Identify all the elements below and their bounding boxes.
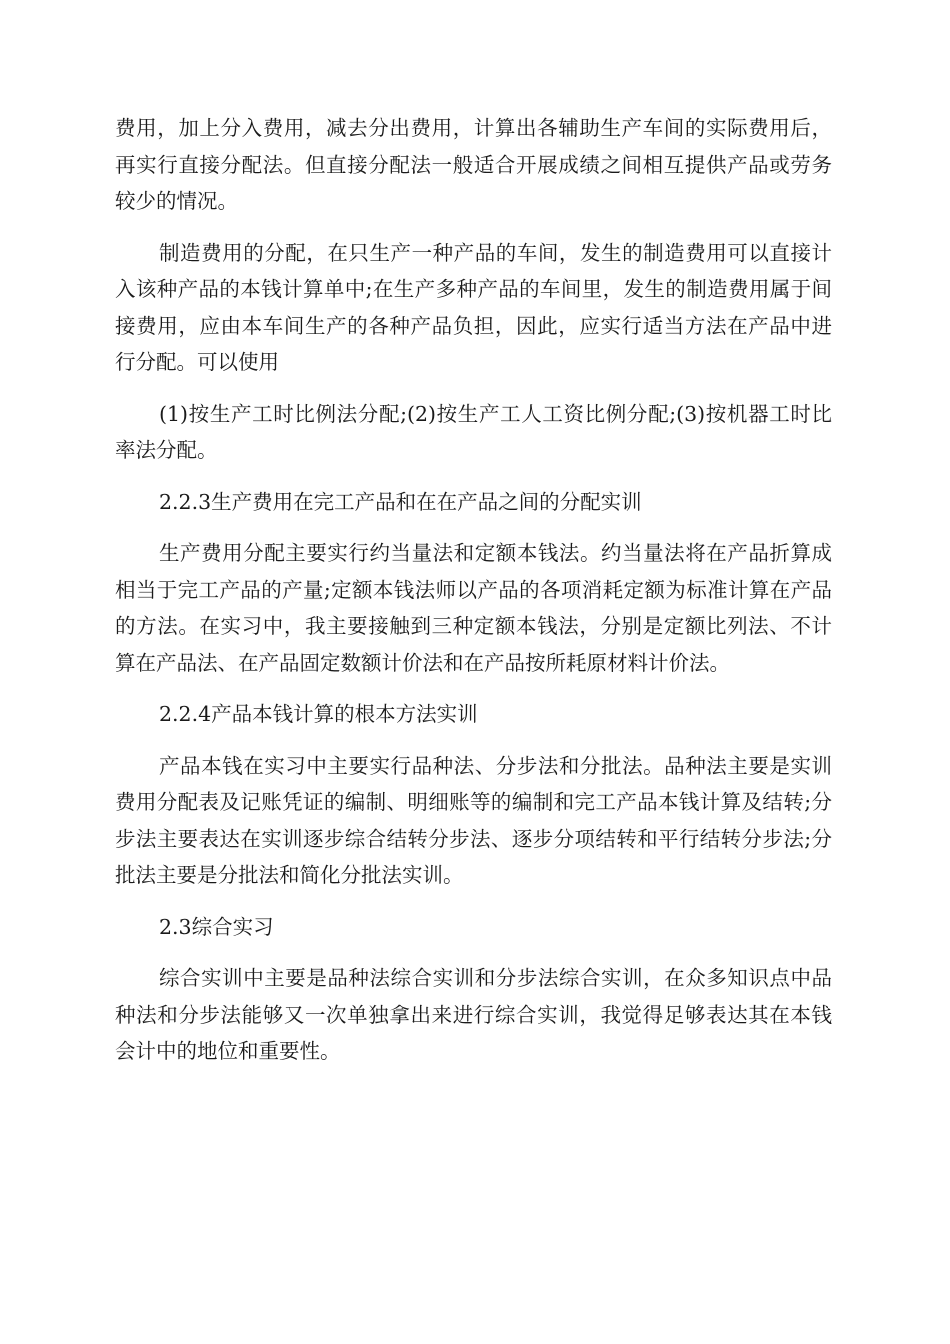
paragraph-cost-allocation: 生产费用分配主要实行约当量法和定额本钱法。约当量法将在产品折算成相当于完工产品的产量;定额本钱法师以产品的各项消耗定额为标准计算在产品的方法。在实习中，我主要接触到三种定额本钱法，分别是定额比列法、不计算在产品法、在产品固定数额计价法和在产品按所耗原材料计价法。 [115,541,832,675]
section-heading-2-2-3: 2.2.3生产费用在完工产品和在在产品之间的分配实训 [159,489,642,514]
paragraph-overhead-allocation: 制造费用的分配，在只生产一种产品的车间，发生的制造费用可以直接计入该种产品的本钱计算单中;在生产多种产品的车间里，发生的制造费用属于间接费用，应由本车间生产的各种产品负担，因此，应实行适当方法在产品中进行分配。可以使用 [115,240,832,374]
paragraph-allocation-methods: (1)按生产工时比例法分配;(2)按生产工人工资比例分配;(3)按机器工时比率法分配。 [115,401,832,462]
paragraph-continuation: 费用，加上分入费用，减去分出费用，计算出各辅助生产车间的实际费用后，再实行直接分配法。但直接分配法一般适合开展成绩之间相互提供产品或劳务较少的情况。 [115,116,832,213]
section-heading-2-3: 2.3综合实习 [159,914,274,939]
document-page [115,110,832,1085]
paragraph-comprehensive-training: 综合实训中主要是品种法综合实训和分步法综合实训，在众多知识点中品种法和分步法能够又一次单独拿出来进行综合实训，我觉得足够表达其在本钱会计中的地位和重要性。 [115,966,832,1063]
section-heading-2-2-4: 2.2.4产品本钱计算的根本方法实训 [159,702,478,726]
paragraph-costing-methods: 产品本钱在实习中主要实行品种法、分步法和分批法。品种法主要是实训费用分配表及记账凭证的编制、明细账等的编制和完工产品本钱计算及结转;分步法主要表达在实训逐步综合结转分步法、逐步分项结转和平行结转分步法;分批法主要是分批法和简化分批法实训。 [115,753,832,887]
